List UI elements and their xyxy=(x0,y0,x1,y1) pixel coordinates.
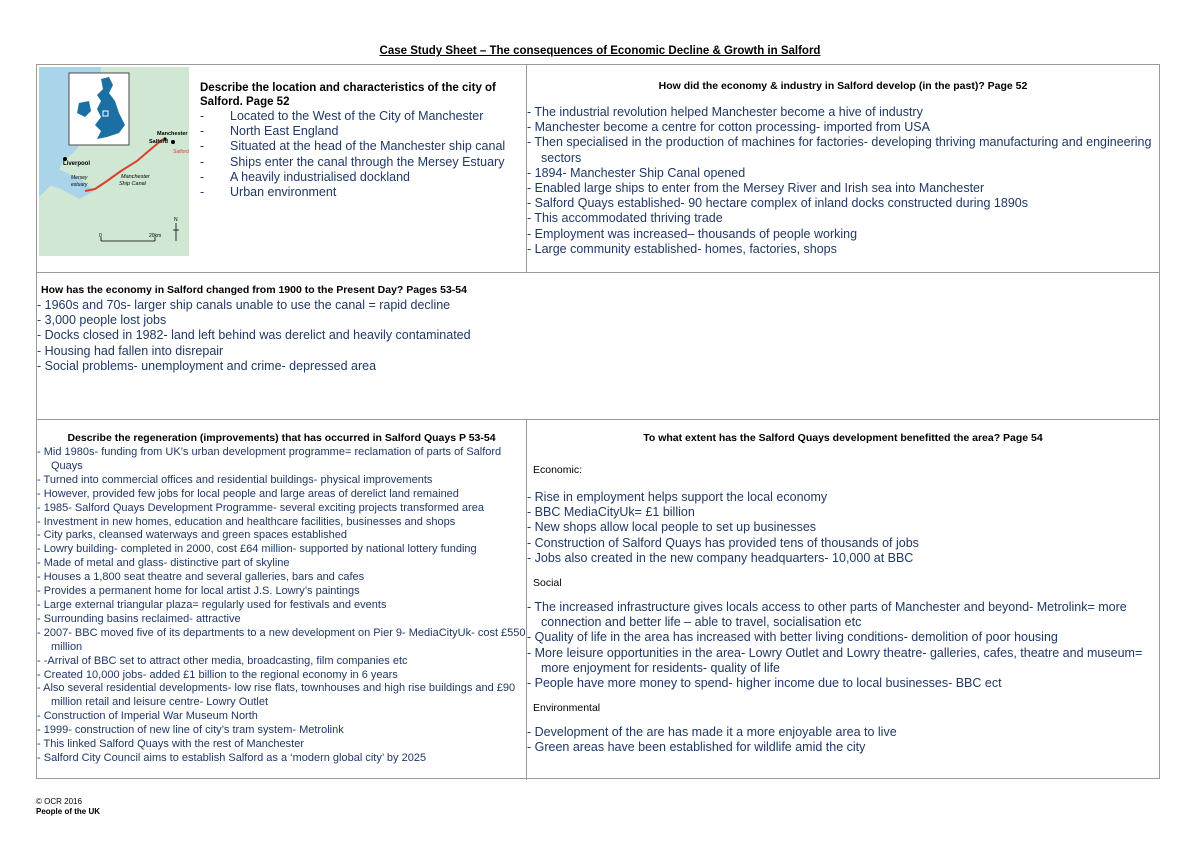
list-item: - 1894- Manchester Ship Canal opened xyxy=(527,166,1159,181)
case-study-table xyxy=(36,64,1160,779)
social-heading: Social xyxy=(533,577,562,590)
list-item: - Housing had fallen into disrepair xyxy=(37,344,737,359)
list-item: - Turned into commercial offices and residential buildings- physical improvements xyxy=(37,474,526,488)
list-item: - However, provided few jobs for local people and large areas of derelict land remained xyxy=(37,488,526,502)
list-item: - North East England xyxy=(200,124,520,139)
list-item: - City parks, cleansed waterways and green spaces established xyxy=(37,529,526,543)
list-item: - Large community established- homes, factories, shops xyxy=(527,242,1159,257)
list-item: - Created 10,000 jobs- added £1 billion to the regional economy in 6 years xyxy=(37,669,526,683)
list-item: - -Arrival of BBC set to attract other media, broadcasting, film companies etc xyxy=(37,655,526,669)
benefit-question: To what extent has the Salford Quays development benefitted the area? Page 54 xyxy=(643,432,1043,444)
row-divider xyxy=(37,272,1159,273)
label-liverpool: Liverpool xyxy=(63,161,91,167)
row-divider xyxy=(37,419,1159,420)
list-item: - Provides a permanent home for local artist J.S. Lowry’s paintings xyxy=(37,585,526,599)
list-item: - Houses a 1,800 seat theatre and several galleries, bars and cafes xyxy=(37,571,526,585)
past-question: How did the economy & industry in Salford develop (in the past)? Page 52 xyxy=(658,80,1028,92)
list-item: - Construction of Salford Quays has provided tens of thousands of jobs xyxy=(527,536,1159,551)
list-item: - Construction of Imperial War Museum North xyxy=(37,710,526,724)
label-scale-end: 20km xyxy=(149,233,162,239)
list-item: - New shops allow local people to set up businesses xyxy=(527,520,1159,535)
list-item: - The industrial revolution helped Manchester become a hive of industry xyxy=(527,105,1159,120)
list-item: - Lowry building- completed in 2000, cost £64 million- supported by national lottery funding xyxy=(37,543,526,557)
list-item: - This accommodated thriving trade xyxy=(527,211,1159,226)
list-item: - Social problems- unemployment and crime- depressed area xyxy=(37,359,737,374)
list-item: - 1985- Salford Quays Development Programme- several exciting projects transformed area xyxy=(37,502,526,516)
list-item: - Manchester become a centre for cotton processing- imported from USA xyxy=(527,120,1159,135)
list-item: - Green areas have been established for wildlife amid the city xyxy=(527,740,1159,755)
social-list xyxy=(527,600,1159,691)
list-item: - Large external triangular plaza= regularly used for festivals and events xyxy=(37,599,526,613)
environmental-heading: Environmental xyxy=(533,702,601,715)
list-item: - Ships enter the canal through the Mersey Estuary xyxy=(200,155,520,170)
list-item: - Investment in new homes, education and healthcare facilities, businesses and shops xyxy=(37,516,526,530)
list-item: - Made of metal and glass- distinctive part of skyline xyxy=(37,557,526,571)
footer xyxy=(36,797,100,817)
benefit-cell xyxy=(527,432,1159,756)
environmental-list xyxy=(527,725,1159,755)
copyright-text: © OCR 2016 xyxy=(36,797,82,806)
list-item: - The increased infrastructure gives locals access to other parts of Manchester and beyond- Metrolink= more connection and better life – able to travel, socialisation etc xyxy=(527,600,1159,630)
list-item: - Surrounding basins reclaimed- attractive xyxy=(37,613,526,627)
list-item: - This linked Salford Quays with the rest of Manchester xyxy=(37,738,526,752)
label-canal-2: Ship Canal xyxy=(119,181,146,187)
location-question: Describe the location and characteristics of the city of Salford. Page 52 xyxy=(200,82,496,108)
change-cell xyxy=(37,284,737,374)
list-item: - Quality of life in the area has increased with better living conditions- demolition of poor housing xyxy=(527,630,1159,645)
list-item: - Salford Quays established- 90 hectare complex of inland docks constructed during 1890s xyxy=(527,196,1159,211)
label-mersey: Mersey xyxy=(71,175,88,181)
manchester-marker xyxy=(171,140,175,144)
list-item: - Rise in employment helps support the local economy xyxy=(527,490,1159,505)
list-item: - BBC MediaCityUk= £1 billion xyxy=(527,505,1159,520)
list-item: - Jobs also created in the new company headquarters- 10,000 at BBC xyxy=(527,551,1159,566)
list-item: - Located to the West of the City of Manchester xyxy=(200,109,520,124)
list-item: - More leisure opportunities in the area- Lowry Outlet and Lowry theatre- galleries, cafes, theatre and museum= more enjoyment for residents- quality of life xyxy=(527,646,1159,676)
list-item: - People have more money to spend- higher income due to local businesses- BBC ect xyxy=(527,676,1159,691)
label-estuary: estuary xyxy=(71,182,88,188)
list-item: - Enabled large ships to enter from the Mersey River and Irish sea into Manchester xyxy=(527,181,1159,196)
list-item: - Development of the are has made it a more enjoyable area to live xyxy=(527,725,1159,740)
regeneration-cell xyxy=(37,432,526,766)
list-item: - Employment was increased– thousands of people working xyxy=(527,227,1159,242)
label-canal-1: Manchester xyxy=(121,174,150,180)
label-scale-zero: 0 xyxy=(99,233,102,239)
list-item: - 3,000 people lost jobs xyxy=(37,313,737,328)
location-map xyxy=(39,67,189,256)
list-item: - A heavily industrialised dockland xyxy=(200,170,520,185)
economic-heading: Economic: xyxy=(533,464,583,476)
list-item: - Also several residential developments- low rise flats, townhouses and high rise buildings and £90 million retail and leisure centre- Lowry Outlet xyxy=(37,682,526,710)
list-item: - Mid 1980s- funding from UK’s urban development programme= reclamation of parts of Salford Quays xyxy=(37,446,526,474)
economic-list xyxy=(527,490,1159,566)
label-manchester: Manchester xyxy=(157,131,188,137)
location-cell xyxy=(200,81,520,200)
label-salford: Salford xyxy=(149,139,168,145)
list-item: - Urban environment xyxy=(200,185,520,200)
regeneration-question: Describe the regeneration (improvements) that has occurred in Salford Quays P 53-54 xyxy=(67,432,496,444)
list-item: - Then specialised in the production of machines for factories- developing thriving manufacturing and engineering sectors xyxy=(527,135,1159,165)
page-title: Case Study Sheet – The consequences of Economic Decline & Growth in Salford xyxy=(379,45,821,57)
footer-subtitle: People of the UK xyxy=(36,807,101,816)
list-item: - 2007- BBC moved five of its departments to a new development on Pier 9- MediaCityUk- cost £550 million xyxy=(37,627,526,655)
location-list xyxy=(200,109,520,200)
list-item: - Salford City Council aims to establish Salford as a ‘modern global city’ by 2025 xyxy=(37,752,526,766)
list-item: - 1999- construction of new line of city’s tram system- Metrolink xyxy=(37,724,526,738)
past-cell xyxy=(527,80,1159,257)
list-item: - Docks closed in 1982- land left behind was derelict and heavily contaminated xyxy=(37,328,737,343)
change-question: How has the economy in Salford changed from 1900 to the Present Day? Pages 53-54 xyxy=(41,284,467,296)
change-list xyxy=(37,298,737,374)
regeneration-list xyxy=(37,446,526,766)
list-item: - 1960s and 70s- larger ship canals unable to use the canal = rapid decline xyxy=(37,298,737,313)
label-north: N xyxy=(174,217,178,223)
list-item: - Situated at the head of the Manchester ship canal xyxy=(200,139,520,154)
past-list xyxy=(527,105,1159,257)
label-salford-small: Salford xyxy=(173,149,189,155)
